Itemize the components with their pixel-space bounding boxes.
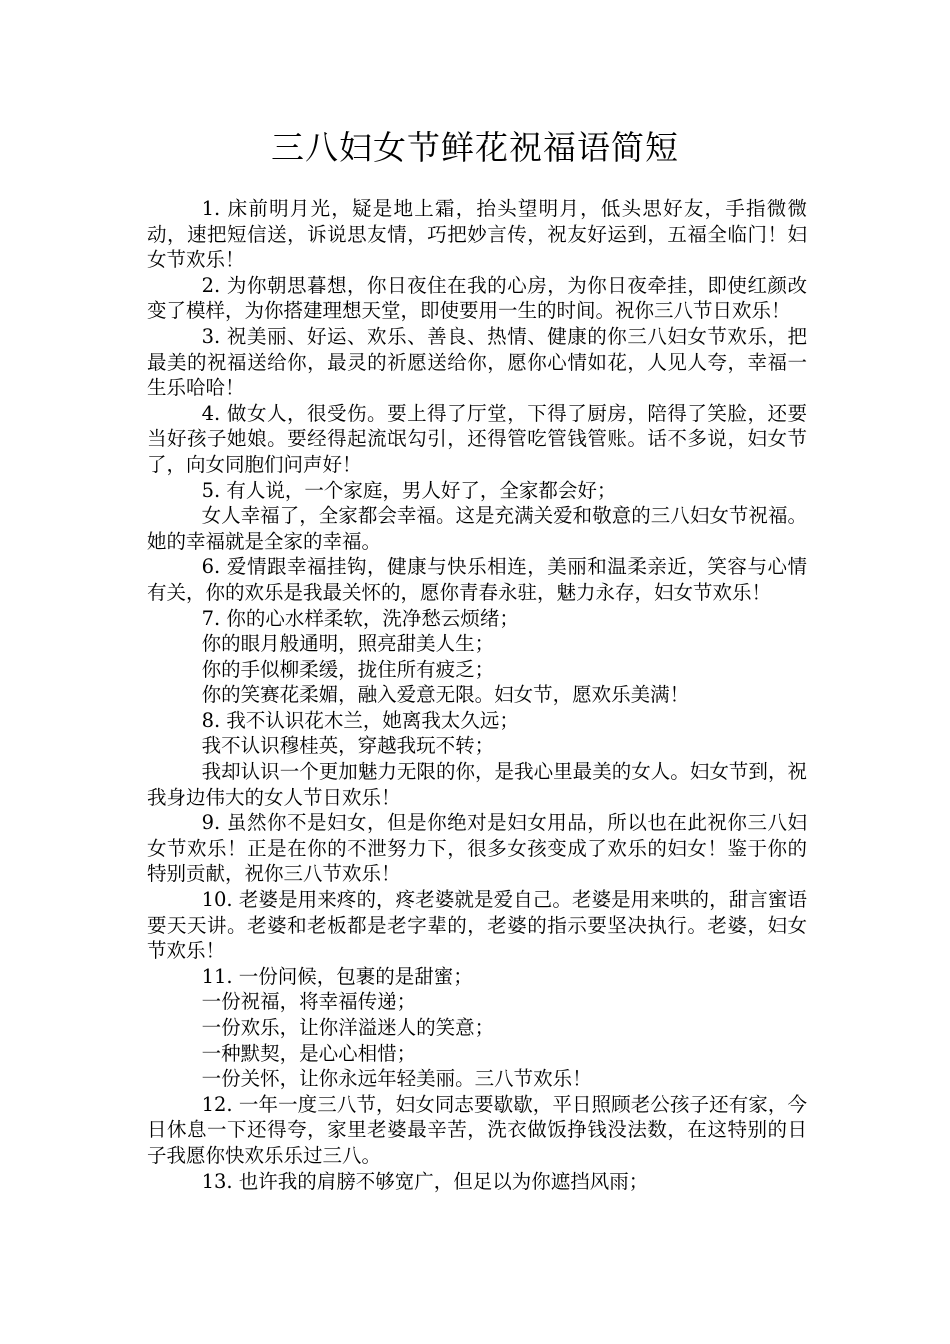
paragraph: 一种默契，是心心相惜； — [201, 1041, 417, 1065]
paragraph: 你的笑赛花柔媚，融入爱意无限。妇女节，愿欢乐美满！ — [201, 683, 690, 707]
paragraph: 4. 做女人，很受伤。要上得了厅堂，下得了厨房，陪得了笑脸，还要当好孩子她娘。要经得起流氓勾引，还得管吃管钱管账。话不多说，妇女节了，向女同胞们问声好！ — [147, 401, 807, 476]
paragraph: 10. 老婆是用来疼的，疼老婆就是爱自己。老婆是用来哄的，甜言蜜语要天天讲。老婆和老板都是老字辈的，老婆的指示要坚决执行。老婆，妇女节欢乐！ — [147, 888, 807, 963]
paragraph: 你的眼月般通明，照亮甜美人生； — [201, 632, 495, 656]
paragraph: 我不认识穆桂英，穿越我玩不转； — [201, 734, 495, 758]
document-title: 三八妇女节鲜花祝福语简短 — [271, 128, 679, 167]
paragraph: 一份关怀，让你永远年轻美丽。三八节欢乐！ — [201, 1067, 592, 1091]
paragraph: 3. 祝美丽、好运、欢乐、善良、热情、健康的你三八妇女节欢乐，把最美的祝福送给你，最灵的祈愿送给你，愿你心情如花，人见人夸，幸福一生乐哈哈！ — [147, 324, 807, 400]
paragraph: 5. 有人说，一个家庭，男人好了，全家都会好； — [201, 478, 617, 502]
paragraph: 6. 爱情跟幸福挂钩，健康与快乐相连，美丽和温柔亲近，笑容与心情有关，你的欢乐是我最关怀的，愿你青春永驻，魅力永存，妇女节欢乐！ — [147, 555, 807, 604]
paragraph: 我却认识一个更加魅力无限的你，是我心里最美的女人。妇女节到，祝我身边伟大的女人节日欢乐！ — [147, 760, 807, 809]
paragraph: 7. 你的心水样柔软，洗净愁云烦绪； — [201, 606, 519, 630]
paragraph: 13. 也许我的肩膀不够宽广，但足以为你遮挡风雨； — [201, 1169, 649, 1193]
paragraph: 12. 一年一度三八节，妇女同志要歇歇，平日照顾老公孩子还有家，今日休息一下还得夸，家里老婆最辛苦，洗衣做饭挣钱没法数，在这特别的日子我愿你快欢乐乐过三八。 — [147, 1092, 807, 1167]
paragraph: 9. 虽然你不是妇女，但是你绝对是妇女用品，所以也在此祝你三八妇女节欢乐！正是在你的不泄努力下，很多女孩变成了欢乐的妇女！鉴于你的特别贡献，祝你三八节欢乐！ — [147, 811, 807, 886]
paragraph: 女人幸福了，全家都会幸福。这是充满关爱和敬意的三八妇女节祝福。她的幸福就是全家的幸福。 — [147, 504, 807, 553]
paragraph: 8. 我不认识花木兰，她离我太久远； — [201, 708, 519, 732]
paragraph: 你的手似柳柔缓，拢住所有疲乏； — [201, 657, 495, 681]
paragraph: 一份欢乐，让你洋溢迷人的笑意； — [201, 1016, 495, 1039]
paragraph: 一份祝福，将幸福传递； — [201, 990, 417, 1014]
document-body — [147, 196, 807, 1194]
paragraph: 11. 一份问候，包裹的是甜蜜； — [201, 964, 473, 988]
paragraph: 1. 床前明月光，疑是地上霜，抬头望明月，低头思好友，手指微微动，速把短信送，诉说思友情，巧把妙言传，祝友好运到，五福全临门！妇女节欢乐！ — [147, 197, 807, 272]
paragraph: 2. 为你朝思暮想，你日夜住在我的心房，为你日夜牵挂，即使红颜改变了模样，为你搭建理想天堂，即使要用一生的时间。祝你三八节日欢乐！ — [147, 273, 807, 323]
